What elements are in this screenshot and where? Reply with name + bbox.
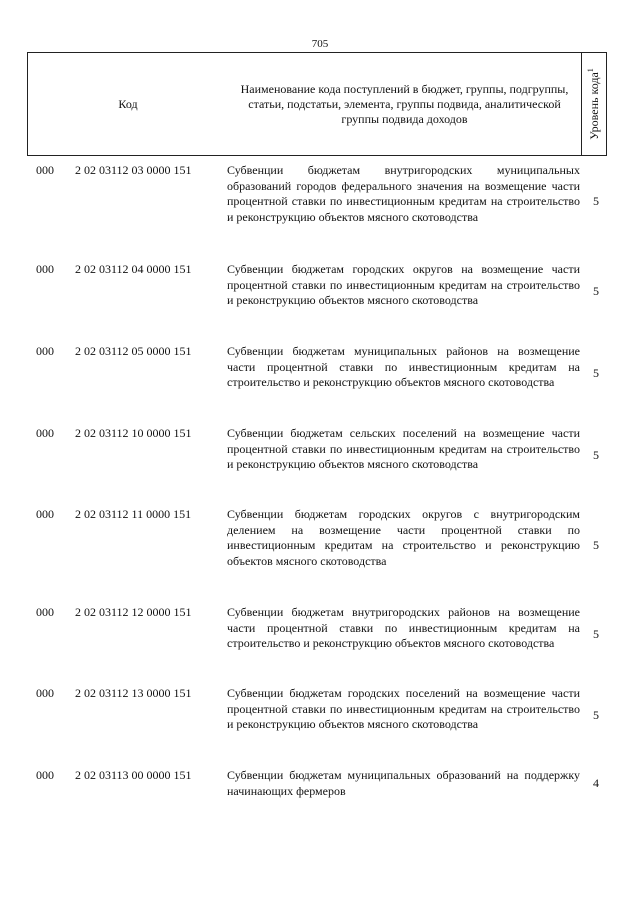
header-level [581,53,606,155]
row-admin-code: 000 [36,507,54,521]
row-level: 5 [593,627,599,641]
row-level: 5 [593,538,599,552]
row-code: 2 02 03112 03 0000 151 [75,163,192,177]
row-code: 2 02 03112 10 0000 151 [75,426,192,440]
header-code: Код [118,96,138,111]
row-admin-code: 000 [36,605,54,619]
row-admin-code: 000 [36,262,54,276]
row-name: Субвенции бюджетам сельских поселений на возмещение части процентной ставки по инвестиционным кредитам на строительство и реконструкцию объектов мясного скотоводства [227,426,580,471]
header-level-label: Уровень кода [587,72,601,140]
row-name: Субвенции бюджетам городских округов с внутригородским делением на возмещение части процентной ставки по инвестиционным кредитам на строительство и реконструкцию объектов мясного скотоводства [227,507,580,568]
row-name: Субвенции бюджетам внутригородских муниципальных образований городов федерального значения на возмещение части процентной ставки по инвестиционным кредитам на строительство и реконструкцию объектов мясного скотоводства [227,163,580,224]
row-level: 5 [593,284,599,298]
row-code: 2 02 03112 13 0000 151 [75,686,192,700]
row-code: 2 02 03112 05 0000 151 [75,344,192,358]
row-level: 5 [593,366,599,380]
row-admin-code: 000 [36,426,54,440]
row-name: Субвенции бюджетам внутригородских районов на возмещение части процентной ставки по инвестиционным кредитам на строительство и реконструкцию объектов мясного скотоводства [227,605,580,650]
row-name: Субвенции бюджетам муниципальных образований на поддержку начинающих фермеров [227,768,580,798]
row-name: Субвенции бюджетам городских округов на возмещение части процентной ставки по инвестиционным кредитам на строительство и реконструкцию объектов мясного скотоводства [227,262,580,307]
header-level-text [586,68,602,140]
row-code: 2 02 03112 11 0000 151 [75,507,192,521]
row-admin-code: 000 [36,686,54,700]
row-name: Субвенции бюджетам городских поселений на возмещение части процентной ставки по инвестиционным кредитам на строительство и реконструкцию объектов мясного скотоводства [227,686,580,731]
row-admin-code: 000 [36,344,54,358]
row-code: 2 02 03112 12 0000 151 [75,605,192,619]
header-level-footnote: 1 [586,68,595,73]
row-level: 5 [593,194,599,208]
table-header [27,52,607,156]
row-level: 5 [593,448,599,462]
row-code: 2 02 03113 00 0000 151 [75,768,192,782]
header-name: Наименование кода поступлений в бюджет, группы, подгруппы, статьи, подстатьи, элемента, группы подвида, аналитической группы подвида доходов [240,81,569,126]
row-level: 5 [593,708,599,722]
page-number: 705 [311,38,329,50]
row-level: 4 [593,776,599,790]
row-code: 2 02 03112 04 0000 151 [75,262,192,276]
row-admin-code: 000 [36,163,54,177]
row-admin-code: 000 [36,768,54,782]
row-name: Субвенции бюджетам муниципальных районов на возмещение части процентной ставки по инвестиционным кредитам на строительство и реконструкцию объектов мясного скотоводства [227,344,580,389]
